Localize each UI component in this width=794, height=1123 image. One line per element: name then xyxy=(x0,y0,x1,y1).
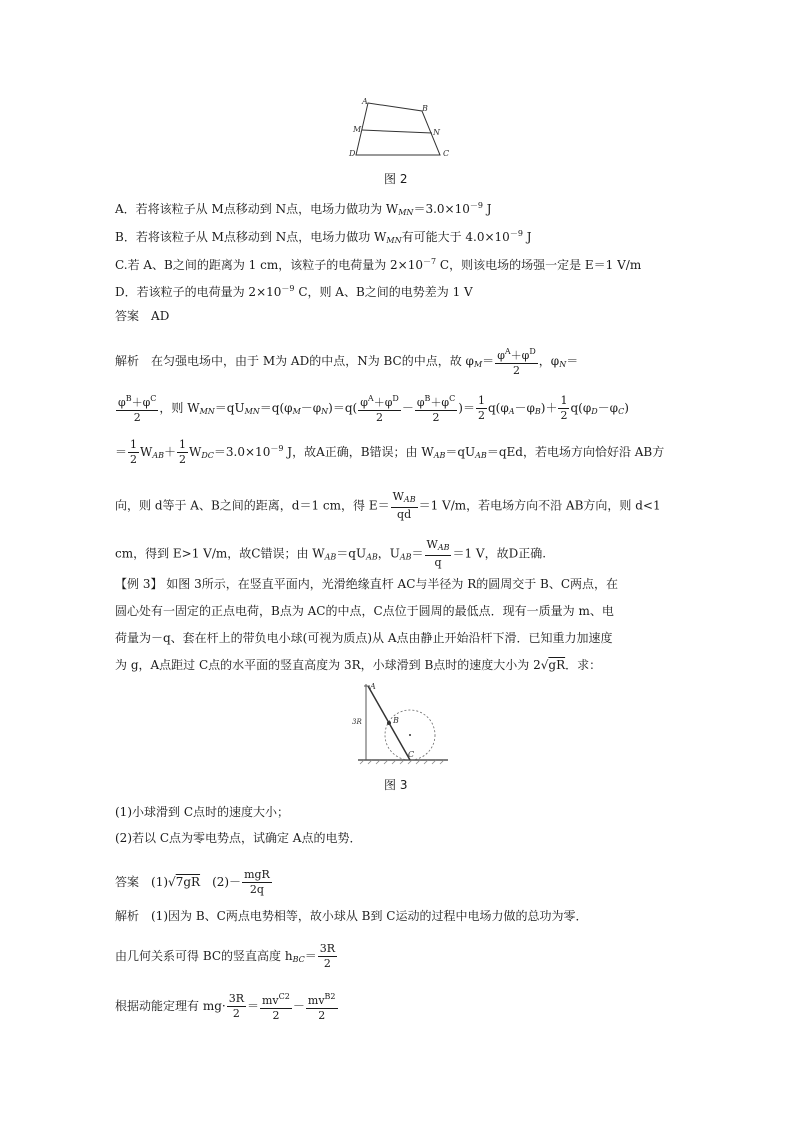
example-3-line-4: 为 g，A点距过 C点的水平面的竖直高度为 3R，小球滑到 B点时的速度大小为 2√gR．求： xyxy=(115,658,602,672)
option-d: D．若该粒子的电荷量为 $2\times 10^{-9}$ C，则 A、B之间的电势差为 1 V xyxy=(115,284,473,299)
figure-3-caption: 图 3 xyxy=(384,778,408,792)
analysis-2-line-3: 根据动能定理有 mg· $\frac{3R}{2}$ ＝ $\frac{mv^{C2}}{2}$ － $\frac{mv^{B2}}{2}$ xyxy=(115,992,336,1022)
example-3-line-3: 荷量为－q、套在杆上的带负电小球(可视为质点)从 A点由静止开始沿杆下滑．已知重力加速度 xyxy=(115,631,613,645)
option-a: A．若将该粒子从 M点移动到 N点，电场力做功为 $W_{MN}=3.0\times 10^{-9}$ J xyxy=(115,201,492,217)
figure-2-caption: 图 2 xyxy=(384,172,408,186)
analysis-1-line-3: ＝ $\frac{1}{2}$ $W_{AB}+$ $\frac{1}{2}$ $W_{DC}=3.0\times 10^{-9}$ J，故A正确，B错误；由 $W_{AB}=qU_{AB}=qEd$，若电场方向恰好沿 AB方 xyxy=(115,438,665,466)
svg-text:N: N xyxy=(433,128,440,137)
figure-3-rod-circle xyxy=(348,680,453,770)
option-b: B．若将该粒子从 M点移动到 N点，电场力做功 $W_{MN}$有可能大于 $4.0\times 10^{-9}$ J xyxy=(115,229,532,245)
question-1: (1)小球滑到 C点时的速度大小； xyxy=(115,805,289,819)
analysis-1-line-2: $\frac{\varphi^B+\varphi^C}{2}$ ，则 $W_{MN}=qU_{MN}=q(\varphi_M-\varphi_N)=q$( $\frac{\varphi^A+\varphi^D}{2}$ － $\frac{\varphi^B+\varphi^C}{2}$ )＝ $\frac{1}{2}$ $q(\varphi_A-\varphi_B)+$ $\frac{1}{2}$ $q(\varphi_D-\varphi_C)$ xyxy=(118,394,629,424)
question-2: (2)若以 C点为零电势点，试确定 A点的电势． xyxy=(115,831,362,845)
analysis-1-line-1: 解析 在匀强电场中，由于 M为 AD的中点，N为 BC的中点，故 $\varphi_M=$ $\frac{\varphi^A+\varphi^D}{2}$ ，$\varphi_N=$ xyxy=(115,347,579,377)
example-3-line-2: 圆心处有一固定的正点电荷，B点为 AC的中点，C点位于圆周的最低点．现有一质量为 m、电 xyxy=(115,604,614,618)
figure-2-trapezoid xyxy=(340,95,460,157)
answer-2: 答案 (1)√7gR (2)－ $\frac{\text{mgR}}{2q}$ xyxy=(115,868,270,896)
analysis-1-line-5: cm，得到 E>1 V/m，故C错误；由 $W_{AB}=qU_{AB}$，$U_{AB}=$ $\frac{W_{AB}}{q}$ ＝1 V，故D正确. xyxy=(115,538,547,569)
analysis-2-line-1: 解析 (1)因为 B、C两点电势相等，故小球从 B到 C运动的过程中电场力做的总功为零． xyxy=(115,909,588,923)
example-3-line-1: 【例 3】 如图 3所示，在竖直平面内，光滑绝缘直杆 AC与半径为 R的圆周交于 B、C两点，在 xyxy=(115,577,619,591)
answer-1: 答案 AD xyxy=(115,309,170,323)
svg-text:C: C xyxy=(408,750,415,759)
svg-text:C: C xyxy=(443,149,450,157)
svg-text:M: M xyxy=(353,125,362,134)
svg-text:A: A xyxy=(362,97,368,106)
svg-text:3R: 3R xyxy=(352,718,362,726)
analysis-2-line-2: 由几何关系可得 BC的竖直高度 $h_{BC}=$ $\frac{3R}{2}$ xyxy=(115,942,336,970)
svg-text:D: D xyxy=(349,149,356,157)
option-c: C.若 A、B之间的距离为 1 cm，该粒子的电荷量为 $2\times 10^{-7}$ C，则该电场的场强一定是 E＝1 V/m xyxy=(115,257,642,272)
svg-text:B: B xyxy=(393,716,399,725)
analysis-1-line-4: 向，则 d等于 A、B之间的距离，d＝1 cm，得 E＝ $\frac{W_{AB}}{qd}$ ＝1 V/m，若电场方向不沿 AB方向，则 d<1 xyxy=(115,490,661,521)
svg-text:B: B xyxy=(422,104,428,113)
svg-text:A: A xyxy=(370,682,376,691)
